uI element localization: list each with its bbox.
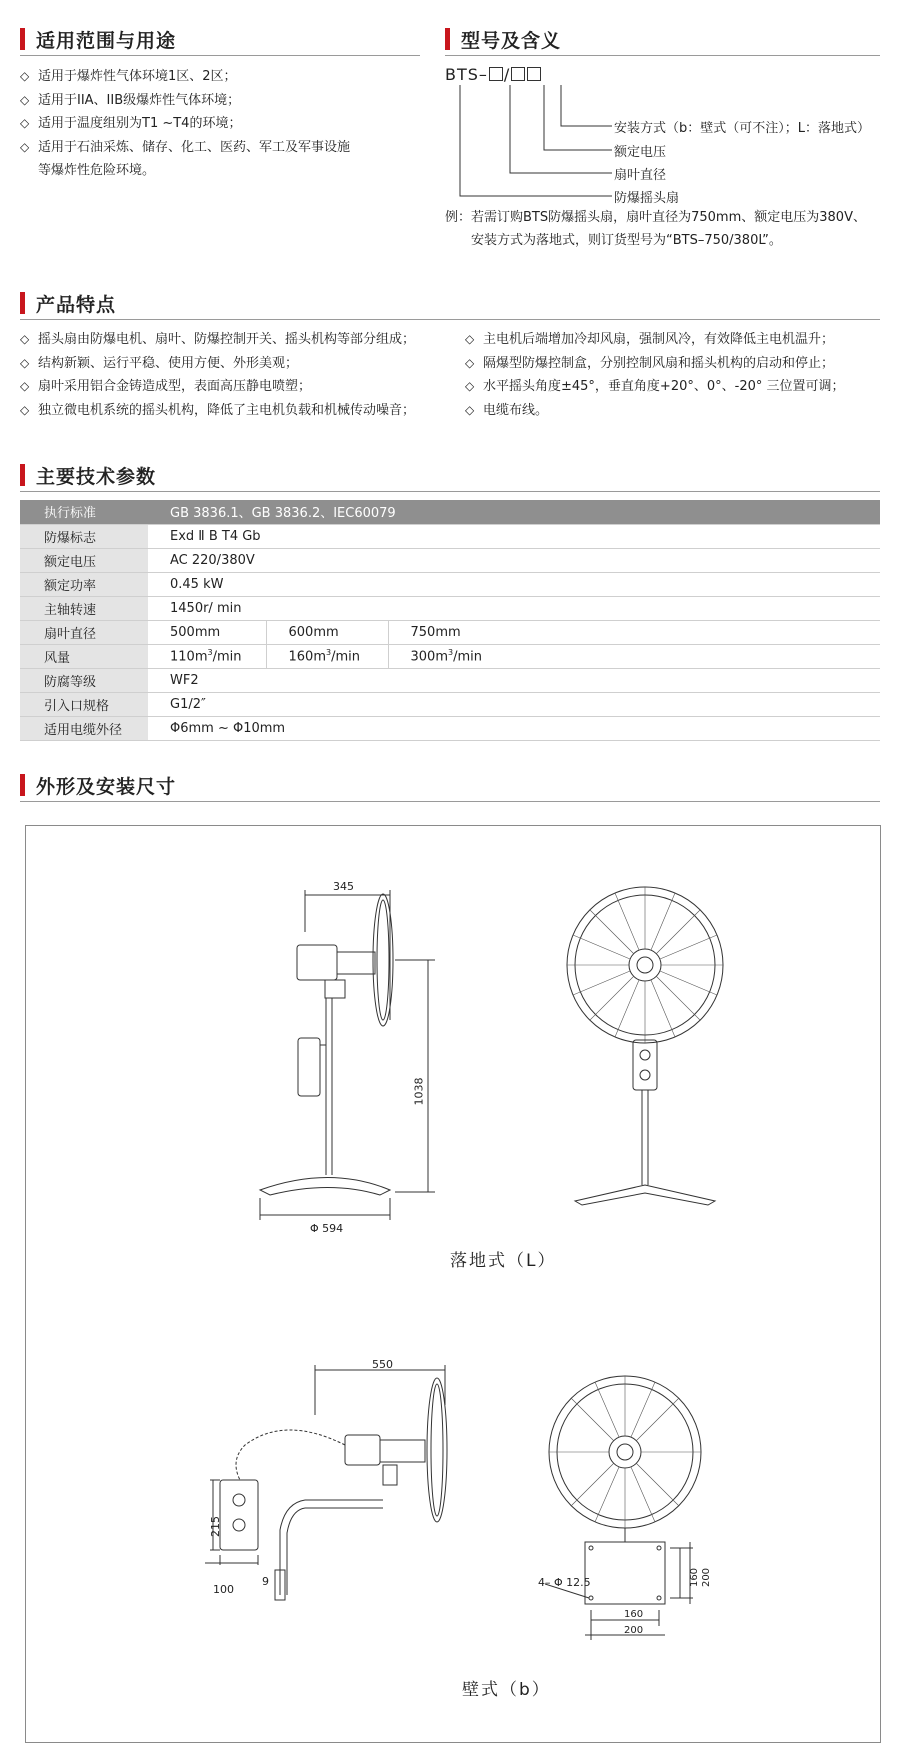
spec-key: 引入口规格	[20, 692, 148, 716]
feature-item: ◇ 摇头扇由防爆电机、扇叶、防爆控制开关、摇头机构等部分组成；	[20, 328, 460, 352]
table-row	[20, 692, 880, 716]
airflow-value: 110m	[170, 649, 208, 665]
fan-guard-rays	[567, 887, 723, 1043]
floor-fan-front-view	[560, 885, 750, 1215]
caption-floor: 落地式（L）	[450, 1251, 557, 1271]
model-label-type: 防爆摇头扇	[614, 191, 680, 206]
spec-key: 扇叶直径	[20, 620, 148, 644]
spec-value: AC 220/380V	[148, 548, 880, 572]
feature-item: ◇ 水平摇头角度±45°，垂直角度+20°、0°、-20° 三位置可调；	[465, 375, 890, 399]
feature-item: ◇ 隔爆型防爆控制盒，分别控制风扇和摇头机构的启动和停止；	[465, 352, 890, 376]
dim-holes: 4– Φ 12.5	[538, 1576, 591, 1589]
dim-plate-160-v: 160	[689, 1567, 701, 1588]
dim-plate-200-h: 200	[624, 1625, 644, 1636]
spec-value: 750mm	[388, 620, 880, 644]
scope-item-continued: 等爆炸性危险环境。	[38, 163, 156, 178]
spec-key: 防腐等级	[20, 668, 148, 692]
table-row	[20, 620, 880, 644]
model-label-voltage: 额定电压	[614, 145, 667, 160]
section-title-text: 型号及含义	[461, 30, 562, 52]
section-marker	[445, 28, 450, 50]
table-row	[20, 548, 880, 572]
spec-key: 适用电缆外径	[20, 716, 148, 740]
feature-item: ◇ 独立微电机系统的摇头机构，降低了主电机负载和机械传动噪音；	[20, 399, 460, 423]
spec-value: Exd Ⅱ B T4 Gb	[148, 524, 880, 548]
model-label-diameter: 扇叶直径	[614, 168, 667, 183]
scope-list	[20, 65, 420, 183]
scope-item: ◇ 适用于爆炸性气体环境1区、2区；	[20, 65, 420, 89]
section-marker	[20, 464, 25, 486]
spec-table	[20, 500, 880, 741]
spec-value: G1/2″	[148, 692, 880, 716]
spec-value: WF2	[148, 668, 880, 692]
airflow-unit: /min	[331, 649, 360, 665]
section-title-scope	[20, 20, 420, 56]
table-row	[20, 668, 880, 692]
features-list-right	[465, 328, 890, 422]
spec-key: 主轴转速	[20, 596, 148, 620]
spec-key: 额定电压	[20, 548, 148, 572]
table-row	[20, 644, 880, 668]
table-row	[20, 524, 880, 548]
table-row	[20, 716, 880, 740]
scope-item: ◇ 适用于温度组别为T1 ~T4的环境；	[20, 112, 420, 136]
section-title-params	[20, 456, 880, 492]
section-marker	[20, 28, 25, 50]
feature-item: ◇ 结构新颖、运行平稳、使用方便、外形美观；	[20, 352, 460, 376]
feature-item: ◇ 扇叶采用铝合金铸造成型，表面高压静电喷塑；	[20, 375, 460, 399]
table-row	[20, 596, 880, 620]
dim-wall-box-height: 215	[209, 1516, 222, 1537]
airflow-unit: /min	[453, 649, 482, 665]
scope-item: ◇ 适用于IIA、IIB级爆炸性气体环境；	[20, 89, 420, 113]
spec-key: 防爆标志	[20, 524, 148, 548]
dim-wall-box-width: 100	[213, 1583, 234, 1596]
spec-value: 1450r/ min	[148, 596, 880, 620]
floor-fan-side-view	[250, 870, 440, 1230]
table-row	[20, 500, 880, 524]
dim-floor-base: Φ 594	[310, 1222, 344, 1235]
dim-wall-box-thickness: 9	[262, 1575, 269, 1588]
model-example	[445, 206, 885, 252]
spec-value: 600mm	[266, 620, 388, 644]
section-title-model	[445, 20, 880, 56]
wall-fan-side-view	[205, 1355, 465, 1615]
spec-key: 额定功率	[20, 572, 148, 596]
airflow-value: 300m	[410, 649, 448, 665]
dim-floor-depth: 345	[333, 880, 354, 893]
spec-value	[388, 644, 880, 668]
table-row	[20, 572, 880, 596]
spec-key: 风量	[20, 644, 148, 668]
spec-value	[148, 644, 266, 668]
dim-plate-160-h: 160	[624, 1609, 644, 1620]
model-leader-lines	[440, 60, 620, 210]
section-title-text: 外形及安装尺寸	[36, 776, 177, 798]
section-title-features	[20, 284, 880, 320]
unit-superscript: 3	[447, 647, 454, 657]
feature-item: ◇ 电缆布线。	[465, 399, 890, 423]
fan-guard-rays	[549, 1376, 701, 1528]
scope-item: ◇ 适用于石油采炼、储存、化工、医药、军工及军事设施	[20, 136, 420, 160]
unit-superscript: 3	[207, 647, 213, 657]
spec-key: 执行标准	[20, 500, 148, 524]
section-title-text: 适用范围与用途	[36, 30, 177, 52]
spec-value: 500mm	[148, 620, 266, 644]
section-title-dimensions	[20, 766, 880, 802]
model-prefix: BTS–	[445, 65, 488, 84]
dim-plate-200-v: 200	[701, 1567, 713, 1588]
dim-wall-depth: 550	[372, 1358, 393, 1371]
model-slash: /	[503, 65, 511, 84]
model-label-mount: 安装方式（b：壁式（可不注）；L：落地式）	[614, 121, 870, 136]
section-title-text: 产品特点	[36, 294, 117, 316]
airflow-unit: /min	[212, 649, 242, 665]
wall-fan-front-view	[545, 1370, 715, 1650]
spec-value: 0.45 kW	[148, 572, 880, 596]
caption-wall: 壁式（b）	[462, 1680, 551, 1700]
features-list-left	[20, 328, 460, 422]
unit-superscript: 3	[325, 647, 332, 657]
dim-floor-height: 1038	[412, 1077, 426, 1106]
spec-value: GB 3836.1、GB 3836.2、IEC60079	[148, 500, 880, 524]
section-title-text: 主要技术参数	[36, 466, 157, 488]
example-line: 安装方式为落地式，则订货型号为“BTS–750/380L”。	[471, 233, 782, 248]
example-line: 例：若需订购BTS防爆摇头扇，扇叶直径为750mm、额定电压为380V、	[445, 210, 866, 225]
spec-value	[266, 644, 388, 668]
feature-item: ◇ 主电机后端增加冷却风扇，强制风冷，有效降低主电机温升；	[465, 328, 890, 352]
section-marker	[20, 774, 25, 796]
section-marker	[20, 292, 25, 314]
spec-value: Φ6mm ~ Φ10mm	[148, 716, 880, 740]
airflow-value: 160m	[288, 649, 326, 665]
